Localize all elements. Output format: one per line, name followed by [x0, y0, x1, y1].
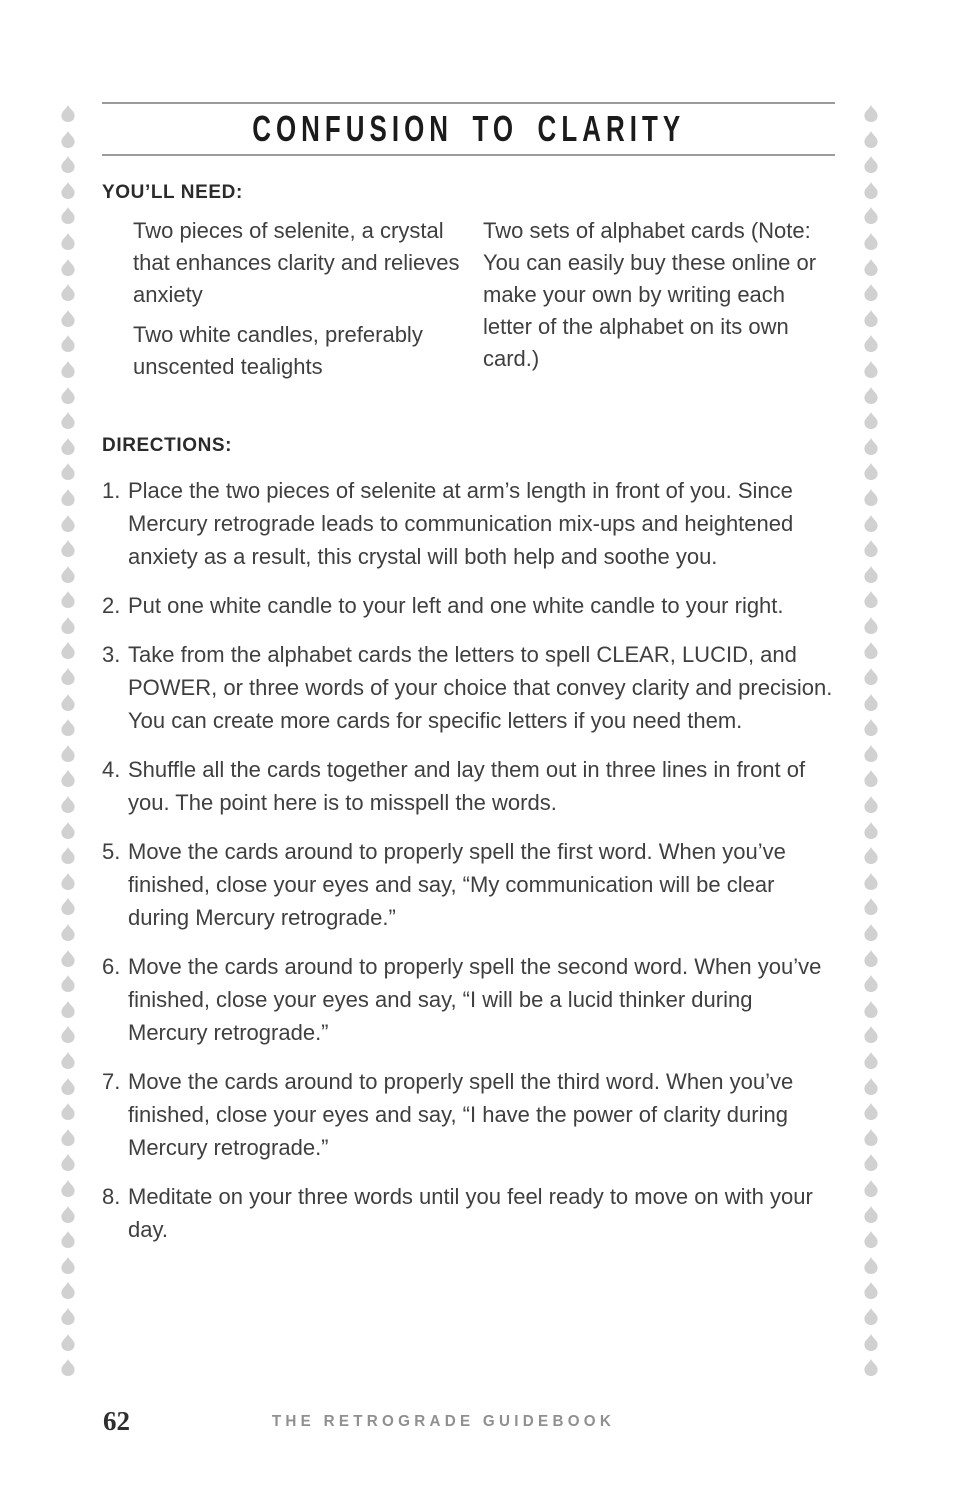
diamond-icon [61, 489, 75, 506]
page-number: 62 [103, 1406, 130, 1436]
diamond-icon [61, 1154, 75, 1171]
directions-list [102, 474, 835, 1246]
diamond-icon [61, 1103, 75, 1120]
diamond-icon [61, 515, 75, 532]
directions-section [102, 435, 835, 1246]
diamond-icon [61, 668, 75, 685]
diamond-icon [864, 515, 878, 532]
diamond-icon [864, 719, 878, 736]
needs-column-right [483, 215, 817, 391]
direction-step [102, 638, 835, 737]
diamond-icon [864, 259, 878, 276]
diamond-icon [61, 847, 75, 864]
need-item: Two white candles, preferably unscented tealights [133, 322, 423, 379]
diamond-icon [864, 1308, 878, 1325]
diamond-icon [864, 1052, 878, 1069]
direction-step [102, 835, 835, 934]
direction-step [102, 1180, 835, 1246]
diamond-icon [61, 540, 75, 557]
diamond-icon [61, 694, 75, 711]
diamond-icon [61, 259, 75, 276]
diamond-icon [61, 207, 75, 224]
needs-column-left [133, 215, 463, 391]
diamond-icon [864, 1282, 878, 1299]
page-content [102, 0, 835, 1262]
chapter-header [102, 102, 835, 156]
needs-heading: YOU’LL NEED: [102, 182, 243, 203]
youll-need-section [102, 182, 835, 391]
diamond-icon [61, 822, 75, 839]
diamond-icon [864, 642, 878, 659]
diamond-icon [864, 335, 878, 352]
diamond-icon [864, 1231, 878, 1248]
right-ornament-border [864, 105, 878, 1376]
directions-heading: DIRECTIONS: [102, 435, 233, 456]
diamond-icon [61, 1026, 75, 1043]
step-text: Put one white candle to your left and one white candle to your right. [128, 593, 784, 618]
step-text: Take from the alphabet cards the letters to spell CLEAR, LUCID, and POWER, or three words of your choice that convey clarity and precision. You can create more cards for specific letters if you need them. [128, 642, 833, 733]
diamond-icon [61, 898, 75, 915]
diamond-icon [864, 463, 878, 480]
diamond-icon [864, 1257, 878, 1274]
diamond-icon [864, 796, 878, 813]
diamond-icon [61, 719, 75, 736]
diamond-icon [864, 873, 878, 890]
diamond-icon [864, 950, 878, 967]
needs-columns [102, 215, 835, 391]
diamond-icon [864, 1334, 878, 1351]
page-footer [102, 1404, 835, 1444]
diamond-icon [864, 1001, 878, 1018]
step-text: Move the cards around to properly spell the third word. When you’ve finished, close your eyes and say, “I have the power of clarity during Mercury retrograde.” [128, 1069, 794, 1160]
diamond-icon [61, 1206, 75, 1223]
diamond-icon [864, 1206, 878, 1223]
diamond-icon [864, 770, 878, 787]
step-number: 1. [102, 478, 121, 503]
step-number: 5. [102, 839, 121, 864]
diamond-icon [864, 924, 878, 941]
diamond-icon [864, 745, 878, 762]
diamond-icon [61, 156, 75, 173]
book-title: THE RETROGRADE GUIDEBOOK [271, 1413, 616, 1430]
diamond-icon [864, 1359, 878, 1376]
diamond-icon [864, 284, 878, 301]
diamond-icon [61, 642, 75, 659]
diamond-icon [864, 361, 878, 378]
diamond-icon [864, 105, 878, 122]
diamond-icon [61, 1129, 75, 1146]
direction-step [102, 1065, 835, 1164]
diamond-icon [61, 796, 75, 813]
diamond-icon [61, 463, 75, 480]
diamond-icon [864, 975, 878, 992]
step-number: 8. [102, 1184, 121, 1209]
diamond-icon [61, 361, 75, 378]
diamond-icon [61, 131, 75, 148]
diamond-icon [864, 156, 878, 173]
diamond-icon [864, 207, 878, 224]
diamond-icon [864, 1129, 878, 1146]
page-title: CONFUSION TO CLARITY [252, 108, 685, 149]
direction-step [102, 753, 835, 819]
diamond-icon [864, 1154, 878, 1171]
diamond-icon [61, 617, 75, 634]
diamond-icon [864, 438, 878, 455]
diamond-icon [864, 566, 878, 583]
step-text: Place the two pieces of selenite at arm’s length in front of you. Since Mercury retrograde leads to communication mix-ups and heightened anxiety as a result, this crystal will both help and soothe you. [128, 478, 794, 569]
diamond-icon [61, 1180, 75, 1197]
diamond-icon [61, 1001, 75, 1018]
diamond-icon [864, 668, 878, 685]
diamond-icon [61, 438, 75, 455]
diamond-icon [61, 745, 75, 762]
diamond-icon [61, 335, 75, 352]
diamond-icon [864, 694, 878, 711]
diamond-icon [61, 1282, 75, 1299]
diamond-icon [864, 847, 878, 864]
diamond-icon [61, 770, 75, 787]
diamond-icon [864, 489, 878, 506]
step-text: Meditate on your three words until you feel ready to move on with your day. [128, 1184, 813, 1242]
direction-step [102, 474, 835, 573]
need-item: Two sets of alphabet cards (Note: You can easily buy these online or make your own by writing each letter of the alphabet on its own card.) [483, 218, 817, 371]
diamond-icon [864, 387, 878, 404]
step-text: Move the cards around to properly spell the first word. When you’ve finished, close your eyes and say, “My communication will be clear during Mercury retrograde.” [128, 839, 786, 930]
diamond-icon [61, 105, 75, 122]
step-number: 7. [102, 1069, 121, 1094]
diamond-icon [61, 1334, 75, 1351]
diamond-icon [864, 1180, 878, 1197]
left-ornament-border [61, 105, 75, 1376]
direction-step [102, 950, 835, 1049]
diamond-icon [61, 412, 75, 429]
diamond-icon [61, 591, 75, 608]
diamond-icon [61, 284, 75, 301]
diamond-icon [864, 182, 878, 199]
diamond-icon [61, 1231, 75, 1248]
diamond-icon [864, 591, 878, 608]
diamond-icon [61, 924, 75, 941]
diamond-icon [61, 1257, 75, 1274]
diamond-icon [61, 233, 75, 250]
step-text: Move the cards around to properly spell the second word. When you’ve finished, close your eyes and say, “I will be a lucid thinker during Mercury retrograde.” [128, 954, 822, 1045]
diamond-icon [61, 182, 75, 199]
diamond-icon [864, 540, 878, 557]
diamond-icon [864, 131, 878, 148]
diamond-icon [61, 1359, 75, 1376]
step-number: 2. [102, 593, 121, 618]
diamond-icon [61, 975, 75, 992]
diamond-icon [61, 950, 75, 967]
diamond-icon [864, 617, 878, 634]
direction-step [102, 589, 835, 622]
diamond-icon [61, 1078, 75, 1095]
step-number: 4. [102, 757, 121, 782]
step-number: 3. [102, 642, 121, 667]
diamond-icon [864, 1078, 878, 1095]
diamond-icon [864, 1026, 878, 1043]
diamond-icon [864, 898, 878, 915]
diamond-icon [864, 233, 878, 250]
diamond-icon [864, 412, 878, 429]
diamond-icon [61, 1308, 75, 1325]
diamond-icon [61, 566, 75, 583]
need-item: Two pieces of selenite, a crystal that enhances clarity and relieves anxiety [133, 218, 460, 307]
diamond-icon [864, 822, 878, 839]
diamond-icon [864, 310, 878, 327]
step-text: Shuffle all the cards together and lay them out in three lines in front of you. The point here is to misspell the words. [128, 757, 806, 815]
diamond-icon [61, 387, 75, 404]
diamond-icon [61, 310, 75, 327]
step-number: 6. [102, 954, 121, 979]
diamond-icon [61, 873, 75, 890]
diamond-icon [864, 1103, 878, 1120]
diamond-icon [61, 1052, 75, 1069]
